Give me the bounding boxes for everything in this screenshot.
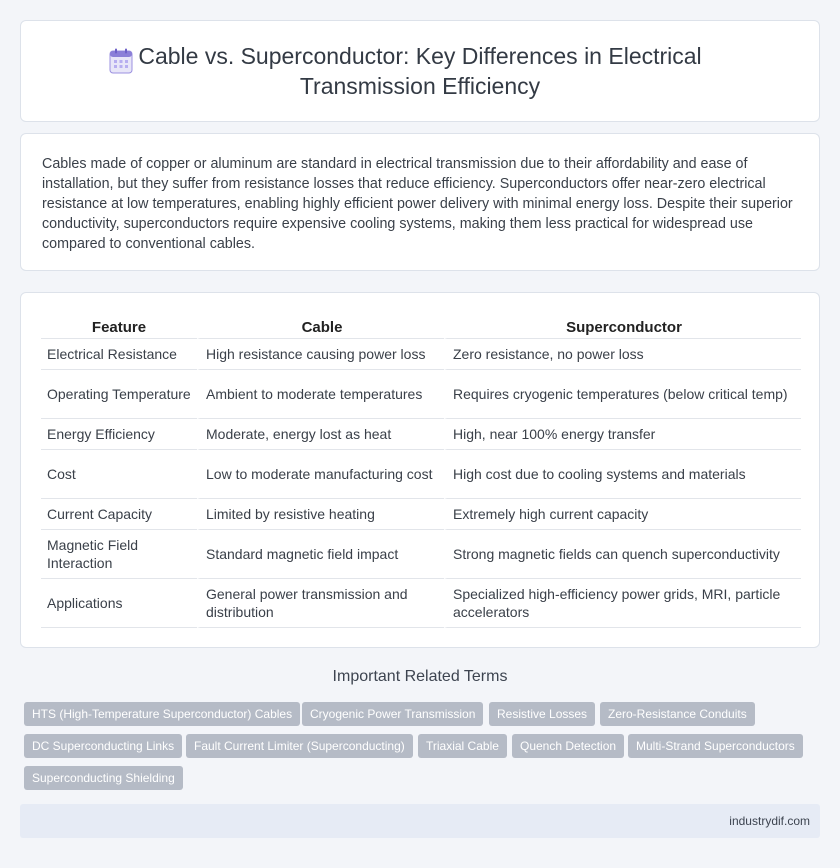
- table-cell: Standard magnetic field impact: [197, 530, 444, 579]
- related-term-tag[interactable]: Fault Current Limiter (Superconducting): [186, 734, 413, 758]
- table-cell: Applications: [41, 579, 197, 628]
- table-cell: Specialized high-efficiency power grids, MRI, particle accelerators: [444, 579, 801, 628]
- table-cell: Electrical Resistance: [41, 339, 197, 370]
- table-cell: Moderate, energy lost as heat: [197, 419, 444, 450]
- table-row: [41, 530, 801, 579]
- table-header-superconductor: Superconductor: [444, 313, 801, 339]
- table-cell: High cost due to cooling systems and materials: [444, 450, 801, 499]
- table-cell: Low to moderate manufacturing cost: [197, 450, 444, 499]
- table-row: [41, 419, 801, 450]
- related-term-tag[interactable]: Superconducting Shielding: [24, 766, 183, 790]
- table-cell: Zero resistance, no power loss: [444, 339, 801, 370]
- table-row: [41, 370, 801, 419]
- page-title: Cable vs. Superconductor: Key Differences in Electrical Transmission Efficiency: [138, 43, 702, 99]
- related-term-tag[interactable]: Quench Detection: [512, 734, 624, 758]
- footer: [20, 804, 820, 838]
- table-header-feature: Feature: [41, 313, 197, 339]
- related-term-tag[interactable]: Resistive Losses: [489, 702, 595, 726]
- related-term-tag[interactable]: Multi-Strand Superconductors: [628, 734, 803, 758]
- table-row: [41, 339, 801, 370]
- table-cell: Extremely high current capacity: [444, 499, 801, 530]
- table-cell: Requires cryogenic temperatures (below critical temp): [444, 370, 801, 419]
- table-cell: Operating Temperature: [41, 370, 197, 419]
- related-term-tag[interactable]: Zero-Resistance Conduits: [600, 702, 755, 726]
- table-cell: Current Capacity: [41, 499, 197, 530]
- related-terms-title: Important Related Terms: [332, 668, 508, 685]
- related-term-tag[interactable]: DC Superconducting Links: [24, 734, 182, 758]
- table-cell: Cost: [41, 450, 197, 499]
- table-row: [41, 450, 801, 499]
- table-cell: Energy Efficiency: [41, 419, 197, 450]
- comparison-table-card: [20, 292, 820, 648]
- table-row: [41, 579, 801, 628]
- table-row: [41, 499, 801, 530]
- intro-card: [20, 133, 820, 271]
- table-cell: General power transmission and distribution: [197, 579, 444, 628]
- comparison-table: [41, 313, 801, 628]
- intro-paragraph: Cables made of copper or aluminum are standard in electrical transmission due to their affordability and ease of installation, but they suffer from resistance losses that reduce efficiency. Superconductors offer near-zero electrical resistance at low temperatures, enabling highly efficient power delivery with minimal energy loss. Despite their superior conductivity, superconductors require expensive cooling systems, making them less practical for widespread use compared to conventional cables.: [42, 156, 793, 252]
- related-term-tag[interactable]: HTS (High-Temperature Superconductor) Cables: [24, 702, 300, 726]
- table-cell: High, near 100% energy transfer: [444, 419, 801, 450]
- table-cell: Strong magnetic fields can quench superconductivity: [444, 530, 801, 579]
- title-card: [20, 20, 820, 122]
- table-cell: High resistance causing power loss: [197, 339, 444, 370]
- related-term-tag[interactable]: Triaxial Cable: [418, 734, 507, 758]
- table-cell: Ambient to moderate temperatures: [197, 370, 444, 419]
- related-term-tag[interactable]: Cryogenic Power Transmission: [302, 702, 483, 726]
- table-cell: Magnetic Field Interaction: [41, 530, 197, 579]
- footer-site-link[interactable]: industrydif.com: [729, 814, 810, 828]
- table-header-cable: Cable: [197, 313, 444, 339]
- table-cell: Limited by resistive heating: [197, 499, 444, 530]
